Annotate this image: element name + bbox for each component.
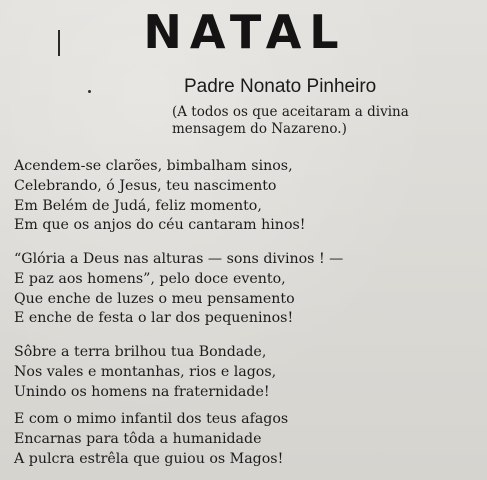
- stanza-2: [14, 250, 343, 329]
- stanza-4: [14, 410, 288, 469]
- poem-line: Unindo os homens na fraternidade!: [14, 383, 270, 400]
- stanza-1: [14, 157, 305, 236]
- poem-line: Acendem-se clarões, bimbalham sinos,: [14, 158, 293, 174]
- poem-line: A pulcra estrêla que guiou os Magos!: [14, 450, 284, 467]
- poem-dedication: [172, 104, 409, 138]
- poem-line: E com o mimo infantil dos teus afagos: [14, 411, 289, 427]
- poem-line: Sôbre a terra brilhou tua Bondade,: [14, 344, 267, 360]
- poem-line: Que enche de luzes o meu pensamento: [14, 290, 295, 307]
- poem-line: E enche de festa o lar dos pequeninos!: [14, 310, 294, 327]
- poem-author: Padre Nonato Pinheiro: [184, 76, 377, 97]
- poem-line: Em que os anjos do céu cantaram hinos!: [14, 217, 306, 234]
- poem-line: Celebrando, ó Jesus, teu nascimento: [14, 177, 277, 194]
- poem-line: Encarnas para tôda a humanidade: [14, 430, 262, 447]
- ink-speck: [88, 90, 91, 93]
- poem-line: “Glória a Deus nas alturas — sons divinos ! —: [14, 251, 344, 267]
- poem-line: Em Belém de Judá, feliz momento,: [14, 197, 262, 214]
- margin-mark: [58, 30, 60, 56]
- dedication-line: mensagem do Nazareno.): [172, 121, 347, 137]
- poem-line: E paz aos homens”, pelo doce evento,: [14, 270, 286, 287]
- poem-title: NATAL: [143, 5, 347, 59]
- poem-line: Nos vales e montanhas, rios e lagos,: [14, 363, 277, 380]
- dedication-line: (A todos os que aceitaram a divina: [172, 104, 409, 120]
- stanza-3: [14, 343, 276, 402]
